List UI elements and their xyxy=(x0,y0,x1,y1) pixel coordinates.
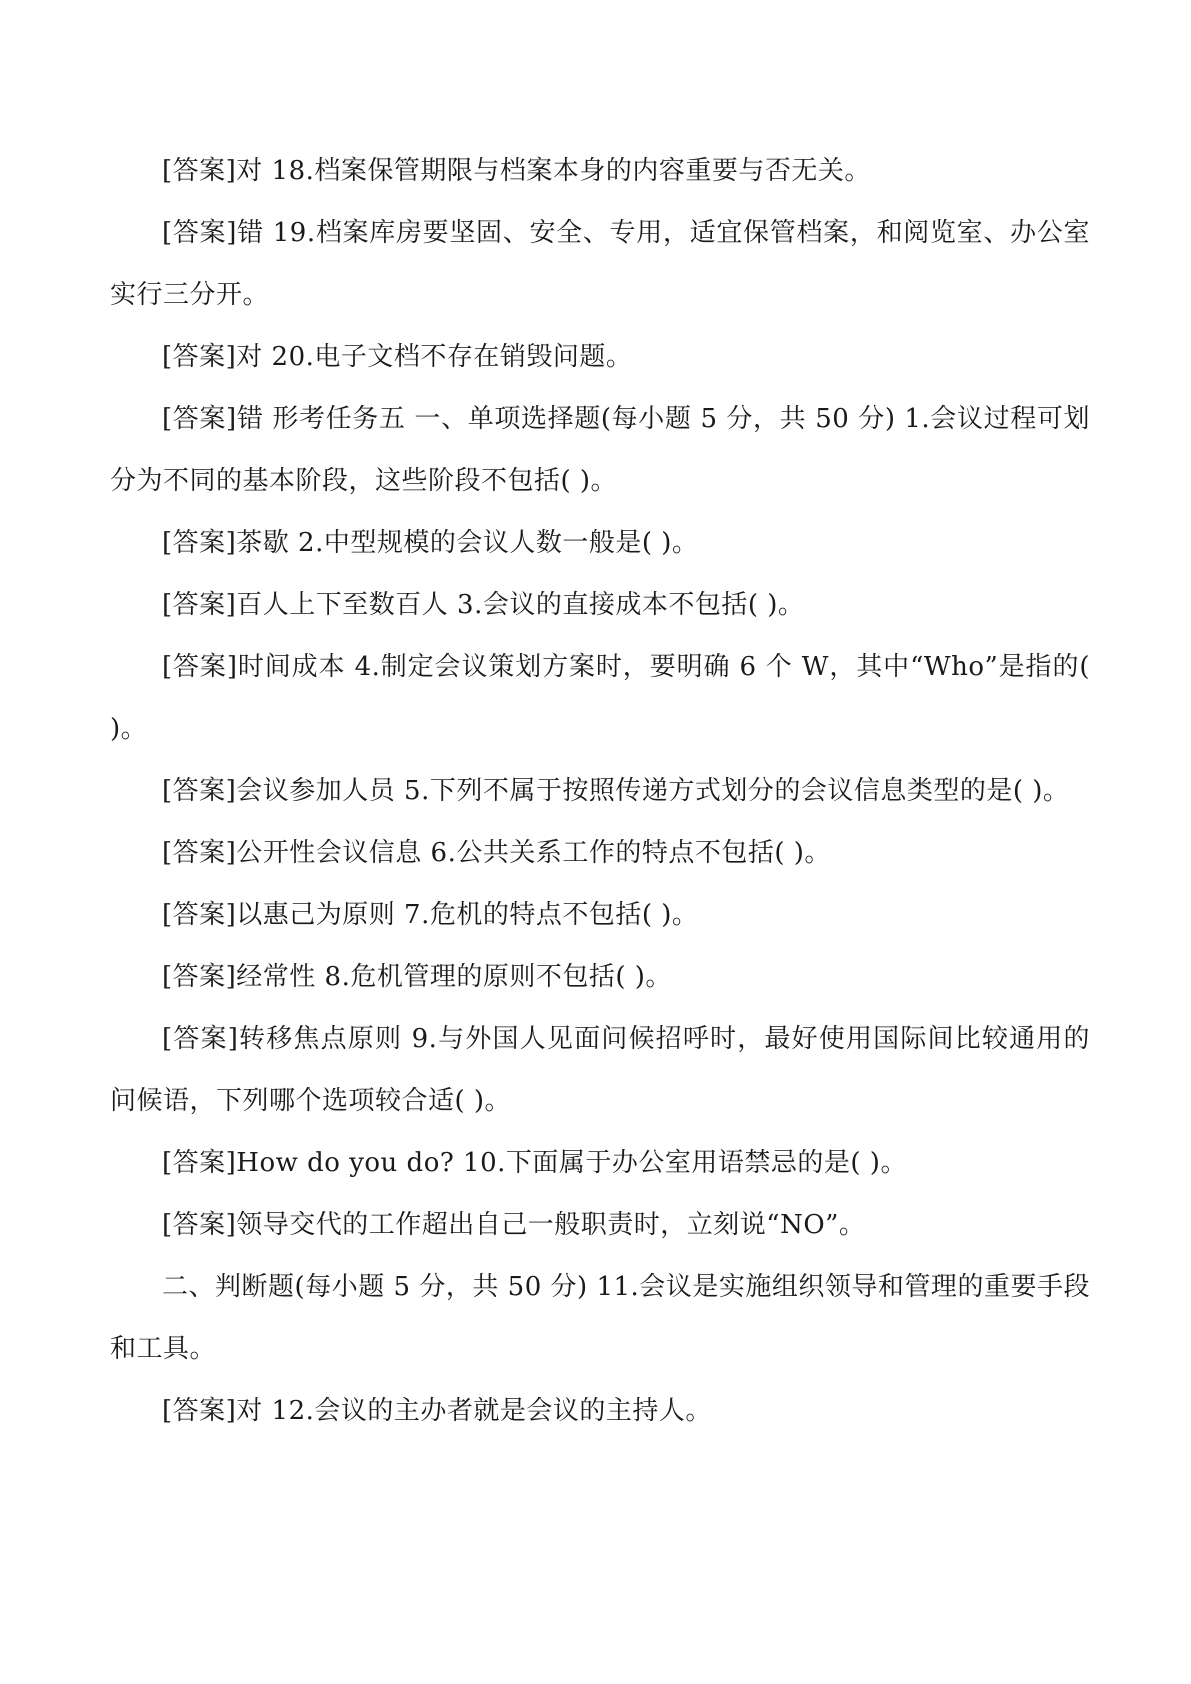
paragraph-3: [答案]对 20.电子文档不存在销毁问题。 xyxy=(162,342,633,372)
paragraph-13: [答案]How do you do? 10.下面属于办公室用语禁忌的是( )。 xyxy=(162,1148,907,1178)
paragraph-5: [答案]茶歇 2.中型规模的会议人数一般是( )。 xyxy=(162,528,699,558)
paragraph-12: [答案]转移焦点原则 9.与外国人见面问候招呼时，最好使用国际间比较通用的问候语，下列哪个选项较合适( )。 xyxy=(110,1024,1090,1116)
paragraph-15: 二、判断题(每小题 5 分，共 50 分) 11.会议是实施组织领导和管理的重要手段和工具。 xyxy=(110,1272,1090,1364)
paragraph-14: [答案]领导交代的工作超出自己一般职责时，立刻说“NO”。 xyxy=(162,1210,866,1240)
paragraph-8: [答案]会议参加人员 5.下列不属于按照传递方式划分的会议信息类型的是( )。 xyxy=(162,776,1070,806)
paragraph-10: [答案]以惠己为原则 7.危机的特点不包括( )。 xyxy=(162,900,699,930)
paragraph-16: [答案]对 12.会议的主办者就是会议的主持人。 xyxy=(162,1396,712,1426)
paragraph-11: [答案]经常性 8.危机管理的原则不包括( )。 xyxy=(162,962,672,992)
paragraph-1: [答案]对 18.档案保管期限与档案本身的内容重要与否无关。 xyxy=(162,156,871,186)
paragraph-6: [答案]百人上下至数百人 3.会议的直接成本不包括( )。 xyxy=(162,590,805,620)
paragraph-2: [答案]错 19.档案库房要坚固、安全、专用，适宜保管档案，和阅览室、办公室实行三分开。 xyxy=(110,218,1090,310)
document-body xyxy=(110,140,1090,1442)
paragraph-4: [答案]错 形考任务五 一、单项选择题(每小题 5 分，共 50 分) 1.会议过程可划分为不同的基本阶段，这些阶段不包括( )。 xyxy=(110,404,1090,496)
paragraph-7: [答案]时间成本 4.制定会议策划方案时，要明确 6 个 W，其中“Who”是指的( )。 xyxy=(110,652,1090,744)
paragraph-9: [答案]公开性会议信息 6.公共关系工作的特点不包括( )。 xyxy=(162,838,831,868)
